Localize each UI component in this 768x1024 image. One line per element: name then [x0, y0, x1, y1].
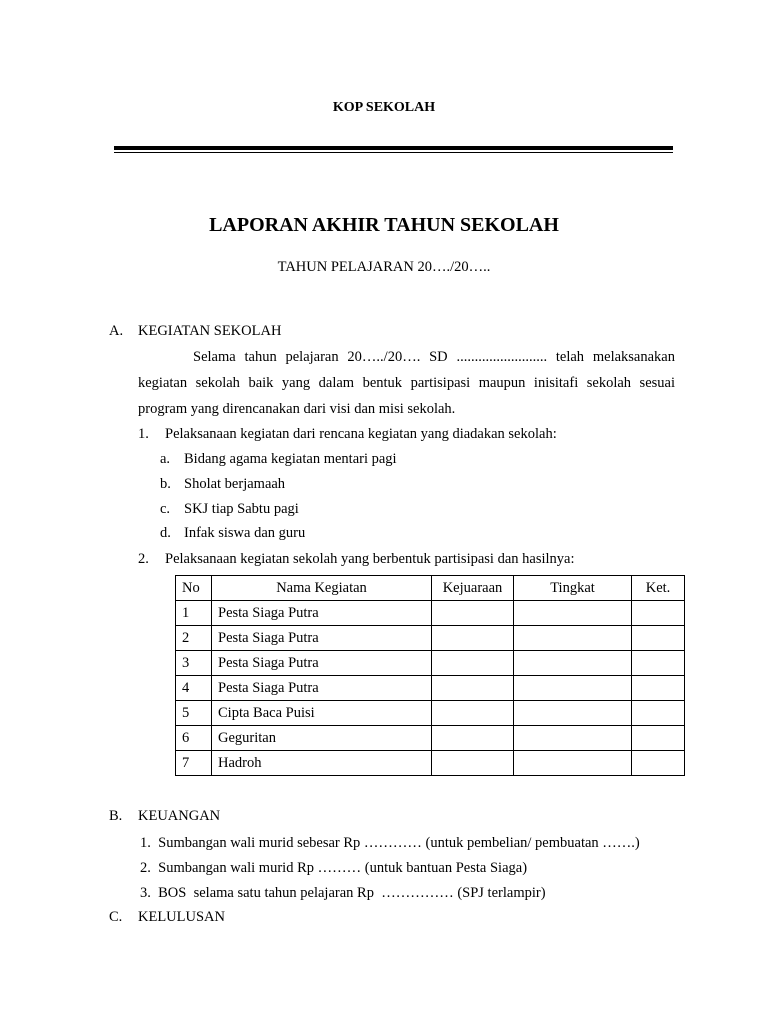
cell-tingkat [514, 601, 632, 626]
cell-tingkat [514, 726, 632, 751]
cell-no: 1 [176, 601, 212, 626]
document-subtitle: TAHUN PELAJARAN 20…./20….. [277, 259, 491, 275]
document-title: LAPORAN AKHIR TAHUN SEKOLAH [209, 214, 559, 236]
table-row [176, 626, 685, 651]
column-header-nama-kegiatan: Nama Kegiatan [212, 576, 432, 601]
kop-sekolah: KOP SEKOLAH [332, 100, 436, 115]
cell-ket [632, 601, 685, 626]
cell-nama-kegiatan: Hadroh [212, 751, 432, 776]
section-a-paragraph-line: kegiatan sekolah baik yang dalam bentuk partisipasi maupun inisitafi sekolah sesuai [138, 375, 675, 391]
cell-kejuaraan [432, 651, 514, 676]
table-row [176, 676, 685, 701]
item-1-text: Pelaksanaan kegiatan dari rencana kegiatan yang diadakan sekolah: [165, 426, 557, 442]
section-a-marker: A. [109, 323, 124, 339]
subitem-text: Bidang agama kegiatan mentari pagi [184, 451, 397, 467]
cell-tingkat [514, 701, 632, 726]
cell-kejuaraan [432, 676, 514, 701]
cell-kejuaraan [432, 751, 514, 776]
subitem-marker: a. [160, 451, 171, 467]
cell-no: 2 [176, 626, 212, 651]
cell-no: 5 [176, 701, 212, 726]
letterhead-rule-thick [114, 146, 673, 150]
table-row [176, 726, 685, 751]
table-row [176, 751, 685, 776]
cell-ket [632, 701, 685, 726]
item-1-marker: 1. [138, 426, 149, 442]
cell-ket [632, 751, 685, 776]
activities-table [175, 575, 685, 776]
table-row [176, 701, 685, 726]
cell-no: 3 [176, 651, 212, 676]
cell-nama-kegiatan: Geguritan [212, 726, 432, 751]
column-header-kejuaraan: Kejuaraan [432, 576, 514, 601]
cell-nama-kegiatan: Cipta Baca Puisi [212, 701, 432, 726]
cell-ket [632, 626, 685, 651]
subitem-text: SKJ tiap Sabtu pagi [184, 501, 299, 517]
cell-nama-kegiatan: Pesta Siaga Putra [212, 626, 432, 651]
cell-nama-kegiatan: Pesta Siaga Putra [212, 651, 432, 676]
section-c-heading: KELULUSAN [138, 909, 225, 925]
cell-tingkat [514, 676, 632, 701]
letterhead-rule-thin [114, 152, 673, 153]
cell-nama-kegiatan: Pesta Siaga Putra [212, 601, 432, 626]
section-b-marker: B. [109, 808, 123, 824]
cell-ket [632, 651, 685, 676]
keuangan-item: 2. Sumbangan wali murid Rp ……… (untuk bantuan Pesta Siaga) [140, 860, 528, 876]
section-a-heading: KEGIATAN SEKOLAH [138, 323, 282, 339]
table-row [176, 601, 685, 626]
cell-no: 4 [176, 676, 212, 701]
cell-ket [632, 676, 685, 701]
section-a-paragraph-line: program yang direncanakan dari visi dan misi sekolah. [138, 401, 456, 417]
cell-no: 6 [176, 726, 212, 751]
column-header-no: No [176, 576, 212, 601]
cell-kejuaraan [432, 626, 514, 651]
keuangan-item: 3. BOS selama satu tahun pelajaran Rp …………… (SPJ terlampir) [140, 885, 546, 901]
cell-tingkat [514, 651, 632, 676]
section-c-marker: C. [109, 909, 123, 925]
section-b-heading: KEUANGAN [138, 808, 221, 824]
subitem-marker: b. [160, 476, 171, 492]
keuangan-item: 1. Sumbangan wali murid sebesar Rp ………… (untuk pembelian/ pembuatan …….) [140, 835, 640, 851]
cell-tingkat [514, 626, 632, 651]
subitem-marker: d. [160, 525, 171, 541]
cell-nama-kegiatan: Pesta Siaga Putra [212, 676, 432, 701]
cell-kejuaraan [432, 701, 514, 726]
cell-kejuaraan [432, 726, 514, 751]
subitem-text: Infak siswa dan guru [184, 525, 306, 541]
table-header-row [176, 576, 685, 601]
cell-tingkat [514, 751, 632, 776]
column-header-ket: Ket. [632, 576, 685, 601]
cell-no: 7 [176, 751, 212, 776]
subitem-marker: c. [160, 501, 171, 517]
item-2-marker: 2. [138, 551, 149, 567]
item-2-text: Pelaksanaan kegiatan sekolah yang berbentuk partisipasi dan hasilnya: [165, 551, 575, 567]
cell-kejuaraan [432, 601, 514, 626]
cell-ket [632, 726, 685, 751]
table-row [176, 651, 685, 676]
section-a-paragraph-line: Selama tahun pelajaran 20…../20…. SD ......................... telah melaksanakan [193, 349, 675, 365]
column-header-tingkat: Tingkat [514, 576, 632, 601]
subitem-text: Sholat berjamaah [184, 476, 286, 492]
